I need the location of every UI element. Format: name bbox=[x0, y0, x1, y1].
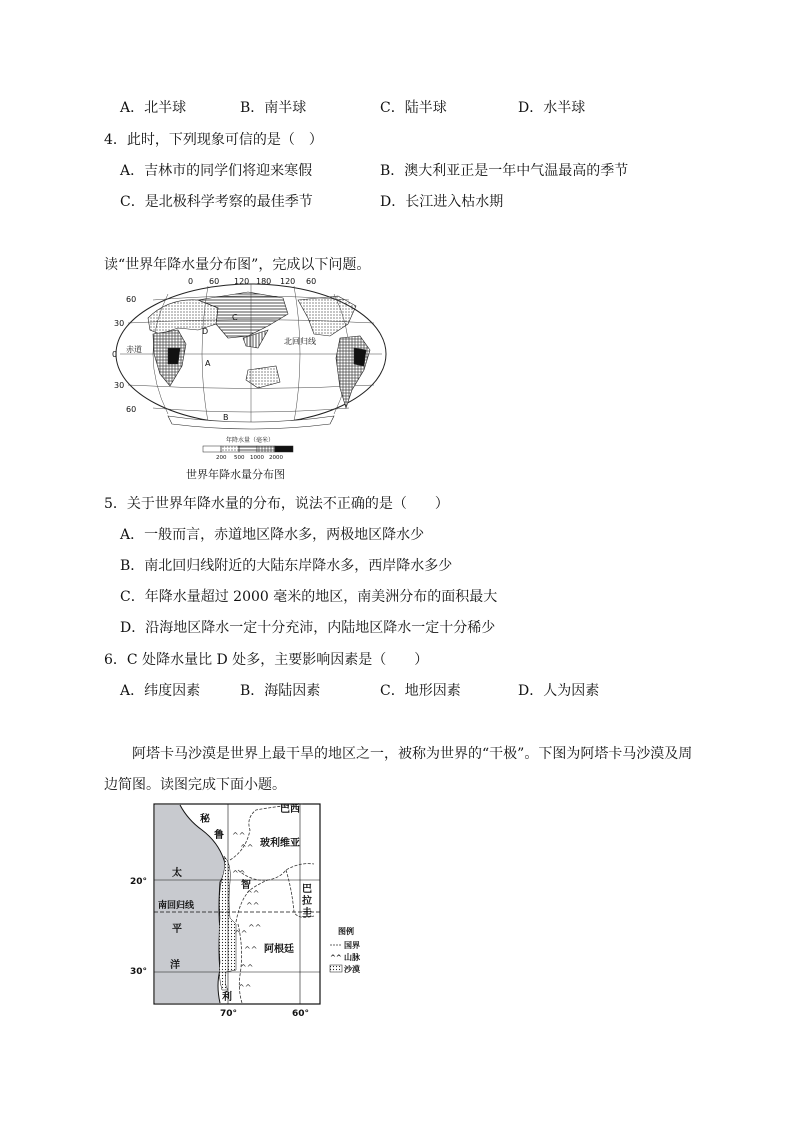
point-d: D bbox=[202, 327, 209, 336]
label-lon-70: 70° bbox=[220, 1009, 238, 1019]
label-paraguay-2: 拉 bbox=[302, 896, 312, 907]
legend-border: 国界 bbox=[344, 941, 360, 950]
svg-text:^^: ^^ bbox=[240, 963, 254, 972]
label-pacific-3: 洋 bbox=[170, 960, 180, 971]
q6-option-b: B．海陆因素 bbox=[240, 683, 321, 699]
world-precipitation-map bbox=[108, 278, 394, 460]
legend-tick-2000: 2000 bbox=[269, 455, 283, 460]
lat-30s: 30 bbox=[114, 381, 125, 390]
map1-caption: 世界年降水量分布图 bbox=[186, 468, 285, 481]
q5-option-a: A．一般而言，赤道地区降水多，两极地区降水少 bbox=[120, 527, 425, 543]
q4-option-a: A．吉林市的同学们将迎来寒假 bbox=[120, 163, 313, 179]
tropic-label: 北回归线 bbox=[284, 337, 316, 346]
label-lat-20: 20° bbox=[130, 877, 148, 887]
svg-text:^^: ^^ bbox=[246, 901, 260, 910]
intro-world-precip: 读“世界年降水量分布图”，完成以下问题。 bbox=[104, 257, 371, 273]
point-a: A bbox=[205, 359, 211, 368]
legend-tick-1000: 1000 bbox=[250, 455, 264, 460]
svg-text:^^: ^^ bbox=[232, 869, 246, 878]
legend-tick-200: 200 bbox=[216, 455, 227, 460]
label-pacific-1: 太 bbox=[172, 868, 182, 879]
q4-option-c: C．是北极科学考察的最佳季节 bbox=[120, 194, 313, 210]
lon-60w: 60 bbox=[306, 278, 317, 286]
q4-option-d: D．长江进入枯水期 bbox=[380, 194, 504, 210]
label-peru-2: 鲁 bbox=[214, 830, 224, 841]
legend-desert-swatch bbox=[330, 965, 342, 972]
q5-option-b: B．南北回归线附近的大陆东岸降水多，西岸降水多少 bbox=[120, 558, 453, 574]
q3-option-c: C．陆半球 bbox=[380, 100, 447, 116]
lat-0: 0 bbox=[112, 350, 118, 359]
label-brazil: 巴西 bbox=[280, 804, 300, 815]
q6-stem: 6．C 处降水量比 D 处多，主要影响因素是（ ） bbox=[104, 652, 429, 668]
label-peru-1: 秘 bbox=[200, 814, 210, 825]
lon-120: 120 bbox=[234, 278, 250, 286]
svg-text:^^: ^^ bbox=[240, 843, 254, 852]
label-pacific-2: 平 bbox=[172, 924, 182, 935]
legend-mountain: 山脉 bbox=[344, 953, 360, 962]
intro-atacama-line2: 边简图。读图完成下面小题。 bbox=[104, 777, 286, 793]
label-argentina: 阿根廷 bbox=[264, 944, 294, 955]
point-c: C bbox=[232, 313, 238, 322]
legend-tick-500: 500 bbox=[234, 455, 245, 460]
legend-mountain-swatch: ^^ bbox=[330, 954, 342, 962]
lon-0: 0 bbox=[188, 278, 194, 286]
label-lon-60: 60° bbox=[292, 1009, 310, 1019]
svg-text:^^: ^^ bbox=[232, 831, 246, 840]
equator-label: 赤道 bbox=[126, 345, 142, 354]
label-lat-30: 30° bbox=[130, 967, 148, 977]
precip-legend-title: 年降水量（毫米） bbox=[226, 437, 275, 444]
q5-option-c: C．年降水量超过 2000 毫米的地区，南美洲分布的面积最大 bbox=[120, 589, 498, 605]
q3-option-d: D．水半球 bbox=[518, 100, 586, 116]
svg-text:^^: ^^ bbox=[234, 929, 248, 938]
q6-option-d: D．人为因素 bbox=[518, 683, 600, 699]
intro-atacama-line1: 阿塔卡马沙漠是世界上最干旱的地区之一，被称为世界的“干极”。下图为阿塔卡马沙漠及周 bbox=[132, 746, 693, 762]
lon-180: 180 bbox=[256, 278, 272, 286]
svg-text:^^: ^^ bbox=[244, 945, 258, 954]
q3-option-a: A．北半球 bbox=[120, 100, 187, 116]
legend-desert: 沙漠 bbox=[344, 965, 360, 974]
lat-60n: 60 bbox=[126, 295, 137, 304]
svg-text:^^: ^^ bbox=[248, 923, 262, 932]
label-bolivia: 玻利维亚 bbox=[260, 838, 300, 849]
svg-text:^^: ^^ bbox=[238, 983, 252, 992]
q6-option-c: C．地形因素 bbox=[380, 683, 461, 699]
q5-option-d: D．沿海地区降水一定十分充沛，内陆地区降水一定十分稀少 bbox=[120, 620, 496, 636]
q5-stem: 5．关于世界年降水量的分布，说法不正确的是（ ） bbox=[104, 496, 449, 512]
atacama-desert-map bbox=[128, 800, 374, 1022]
q6-option-a: A．纬度因素 bbox=[120, 683, 201, 699]
q4-stem: 4．此时，下列现象可信的是（ ） bbox=[104, 132, 323, 148]
label-paraguay-1: 巴 bbox=[302, 884, 312, 895]
lon-120w: 120 bbox=[280, 278, 296, 286]
q3-option-b: B．南半球 bbox=[240, 100, 307, 116]
label-chile-1: 智 bbox=[241, 880, 251, 891]
label-tropic: 南回归线 bbox=[158, 901, 195, 911]
label-chile-2: 利 bbox=[222, 992, 232, 1003]
lon-60: 60 bbox=[209, 278, 220, 286]
q4-option-b: B．澳大利亚正是一年中气温最高的季节 bbox=[380, 163, 629, 179]
point-b: B bbox=[223, 413, 229, 422]
legend-title: 图例 bbox=[338, 927, 354, 936]
label-paraguay-3: 圭 bbox=[302, 908, 312, 919]
svg-text:^^: ^^ bbox=[246, 889, 260, 898]
lat-30n: 30 bbox=[114, 319, 125, 328]
lat-60s: 60 bbox=[126, 405, 137, 414]
